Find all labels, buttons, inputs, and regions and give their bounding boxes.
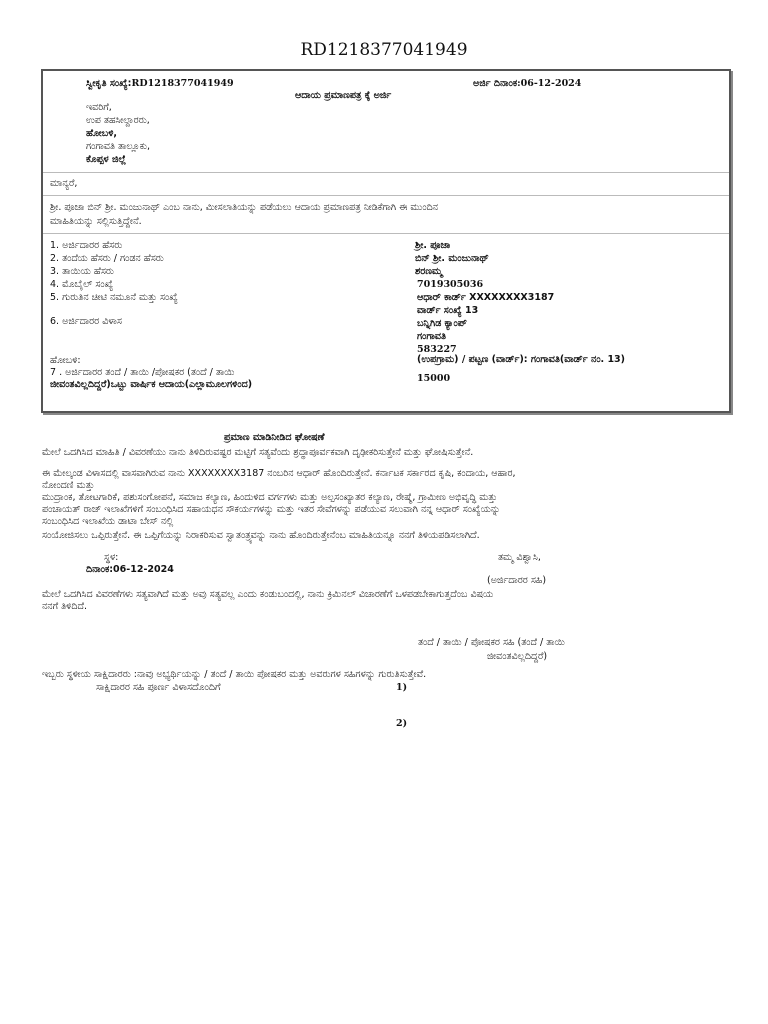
value-income: 15000 bbox=[417, 373, 451, 384]
declaration-p2-line-4: ಪಂಚಾಯತ್ ರಾಜ್ ಇಲಾಖೆಗಳಿಗೆ ಸಂಬಂಧಿಸಿದ ಸಹಾಯಧನ ಸೌಕರ್ಯಗಳನ್ನು ಮತ್ತು ಇತರ ಸೇವೆಗಳನ್ನು ಪಡೆಯುವ ಸಲುವಾಗಿ ನನ್ನ ಆಧಾರ್ ಸಂಖ್ಯೆಯನ್ನು bbox=[42, 504, 501, 515]
application-form-box bbox=[41, 69, 731, 413]
value-mother: ಶರಣಮ್ಮ bbox=[415, 266, 443, 277]
field-label-income-2: ಜೀವಂತವಿಲ್ಲದಿದ್ದರೆ)ಒಟ್ಟು ವಾರ್ಷಿಕ ಆದಾಯ(ಎಲ್ಲಾಮೂಲಗಳಿಂದ) bbox=[50, 379, 253, 390]
value-id: ಆಧಾರ್ ಕಾರ್ಡ್ XXXXXXXX3187 bbox=[417, 292, 555, 303]
witness-2-signature: 2) bbox=[396, 718, 408, 729]
declaration-date: ದಿನಾಂಕ:06-12-2024 bbox=[86, 564, 174, 575]
acknowledgement-label bbox=[86, 78, 234, 90]
field-label-hobli: ಹೋಬಳಿ: bbox=[50, 355, 81, 366]
addressee-line-2: ಉಪ ತಹಸೀಲ್ದಾರರು, bbox=[86, 115, 150, 126]
place-label: ಸ್ಥಳ: bbox=[104, 552, 119, 563]
intro-line-2: ಮಾಹಿತಿಯನ್ನು ಸಲ್ಲಿಸುತ್ತಿದ್ದೇನೆ. bbox=[50, 216, 142, 227]
addressee-line-1: ಇವರಿಗೆ, bbox=[86, 102, 112, 113]
yours-faithfully: ತಮ್ಮ ವಿಶ್ವಾಸಿ, bbox=[498, 552, 541, 563]
value-father: ಬಿನ್ ಶ್ರೀ. ಮಂಜುನಾಥ್ bbox=[415, 253, 489, 264]
value-address-1: ಬನ್ನಿಗಿಡ ಕ್ಯಾಂಪ್ bbox=[417, 318, 467, 329]
ack-number: RD1218377041949 bbox=[131, 78, 234, 89]
value-mobile: 7019305036 bbox=[417, 279, 484, 290]
field-label-mother: 3. ತಾಯಿಯ ಹೆಸರು bbox=[50, 266, 114, 277]
parent-signature-line-1: ತಂದೆ / ತಾಯಿ / ಪೋಷಕರ ಸಹಿ (ತಂದೆ / ತಾಯಿ bbox=[418, 637, 565, 648]
declaration-heading: ಪ್ರಮಾಣ ಮಾಡಿನೀಡಿದ ಘೋಷಣೆ bbox=[224, 432, 325, 443]
value-pincode: 583227 bbox=[417, 344, 457, 355]
declaration-p2-line-1: ಈ ಮೇಲ್ಕಂಡ ವಿಳಾಸದಲ್ಲಿ ವಾಸವಾಗಿರುವ ನಾನು XXXXXXXX3187 ನಂಬರಿನ ಆಧಾರ್ ಹೊಂದಿರುತ್ತೇನೆ. ಕರ್ನಾಟಕ ಸರ್ಕಾರದ ಕೃಷಿ, ಕಂದಾಯ, ಆಹಾರ, bbox=[42, 468, 516, 479]
witness-1-signature: 1) bbox=[396, 682, 408, 693]
divider bbox=[43, 195, 729, 196]
addressee-line-4: ಗಂಗಾವತಿ ತಾಲ್ಲೂಕು, bbox=[86, 141, 151, 152]
declaration-p2-line-3: ಮುದ್ರಾಂಕ, ತೋಟಗಾರಿಕೆ, ಪಶುಸಂಗೋಪನೆ, ಸಮಾಜ ಕಲ್ಯಾಣ, ಹಿಂದುಳಿದ ವರ್ಗಗಳು ಮತ್ತು ಅಲ್ಪಸಂಖ್ಯಾತರ ಕಲ್ಯಾಣ, ರೇಷ್ಮೆ, ಗ್ರಾಮೀಣ ಅಭಿವೃದ್ಧಿ ಮತ್ತು bbox=[42, 492, 498, 503]
declaration-p3-line-1: ಮೇಲೆ ಒದಗಿಸಿದ ವಿವರಣೆಗಳು ಸತ್ಯವಾಗಿದೆ ಮತ್ತು ಅವು ಸತ್ಯವಲ್ಲ ಎಂದು ಕಂಡುಬಂದಲ್ಲಿ, ನಾನು ಕ್ರಿಮಿನಲ್ ವಿಚಾರಣೆಗೆ ಒಳಪಡಬೇಕಾಗುತ್ತದೆಂಬ ವಿಷಯ bbox=[42, 589, 494, 600]
parent-signature-line-2: ಜೀವಂತವಿಲ್ಲದಿದ್ದರೆ) bbox=[487, 651, 548, 662]
value-name: ಶ್ರೀ. ಪೂಜಾ bbox=[415, 240, 451, 251]
declaration-p2-line-6: ಸಂಯೋಜಿಸಲು ಒಪ್ಪಿರುತ್ತೇನೆ. ಈ ಒಪ್ಪಿಗೆಯನ್ನು ನಿರಾಕರಿಸುವ ಸ್ವಾತಂತ್ರ್ಯವನ್ನು ನಾನು ಹೊಂದಿರುತ್ತೇನೆಂಬ ಮಾಹಿತಿಯನ್ನೂ ನನಗೆ ತಿಳಿಯಪಡಿಸಲಾಗಿದೆ. bbox=[42, 530, 480, 541]
intro-line-1: ಶ್ರೀ. ಪೂಜಾ ಬಿನ್ ಶ್ರೀ. ಮಂಜುನಾಥ್ ಎಂಬ ನಾನು, ಮೀಸಲಾತಿಯನ್ನು ಪಡೆಯಲು ಆದಾಯ ಪ್ರಮಾಣಪತ್ರ ನೀಡಿಕೆಗಾಗಿ ಈ ಮುಂದಿನ bbox=[50, 202, 439, 213]
addressee-line-3: ಹೋಬಳಿ, bbox=[86, 128, 117, 139]
value-address-2: ಗಂಗಾವತಿ bbox=[417, 331, 446, 342]
document-title: RD1218377041949 bbox=[300, 40, 468, 60]
form-title: ಆದಾಯ ಪ್ರಮಾಣಪತ್ರ ಕ್ಕೆ ಅರ್ಜಿ bbox=[295, 90, 392, 101]
field-label-id: 5. ಗುರುತಿನ ಚೀಟಿ ನಮೂನೆ ಮತ್ತು ಸಂಖ್ಯೆ bbox=[50, 292, 178, 303]
application-date: ಅರ್ಜಿ ದಿನಾಂಕ:06-12-2024 bbox=[473, 78, 582, 89]
witness-line-1: ಇಬ್ಬರು ಸ್ಥಳೀಯ ಸಾಕ್ಷಿದಾರರು :ನಾವು ಅಭ್ಯರ್ಥಿಯನ್ನು / ತಂದೆ / ತಾಯಿ ಪೋಷಕರ ಮತ್ತು ಅವರುಗಳ ಸಹಿಗಳನ್ನು ಗುರುತಿಸುತ್ತೇವೆ. bbox=[42, 669, 427, 680]
addressee-line-5: ಕೊಪ್ಪಳ ಜಿಲ್ಲೆ bbox=[86, 154, 127, 165]
field-label-name: 1. ಅರ್ಜಿದಾರರ ಹೆಸರು bbox=[50, 240, 123, 251]
salutation: ಮಾನ್ಯರೆ, bbox=[50, 178, 78, 189]
divider bbox=[43, 233, 729, 234]
declaration-p1: ಮೇಲೆ ಒದಗಿಸಿದ ಮಾಹಿತಿ / ವಿವರಣೆಯು ನಾನು ತಿಳಿದಿರುವಷ್ಟರ ಮಟ್ಟಿಗೆ ಸತ್ಯವೆಂದು ಶ್ರದ್ಧಾಪೂರ್ವಕವಾಗಿ ದೃಢೀಕರಿಸುತ್ತೇನೆ ಮತ್ತು ಘೋಷಿಸುತ್ತೇನೆ. bbox=[42, 447, 474, 458]
divider bbox=[43, 172, 729, 173]
field-label-father: 2. ತಂದೆಯ ಹೆಸರು / ಗಂಡನ ಹೆಸರು bbox=[50, 253, 164, 264]
declaration-p2-line-2: ನೋಂದಣಿ ಮತ್ತು bbox=[42, 480, 95, 491]
declaration-p3-line-2: ನನಗೆ ತಿಳಿದಿದೆ. bbox=[42, 601, 87, 612]
value-town: (ಉಪಗ್ರಾಮ) / ಪಟ್ಟಣ (ವಾರ್ಡ್): ಗಂಗಾವತಿ(ವಾರ್ಡ್ ನಂ. 13) bbox=[417, 354, 626, 365]
field-label-address: 6. ಅರ್ಜಿದಾರರ ವಿಳಾಸ bbox=[50, 316, 122, 327]
value-ward: ವಾರ್ಡ್ ಸಂಖ್ಯೆ 13 bbox=[417, 305, 479, 316]
witness-line-2: ಸಾಕ್ಷಿದಾರರ ಸಹಿ ಪೂರ್ಣ ವಿಳಾಸದೊಂದಿಗೆ bbox=[96, 682, 221, 693]
ack-label-text: ಸ್ವೀಕೃತಿ ಸಂಖ್ಯೆ: bbox=[86, 78, 132, 89]
applicant-signature: (ಅರ್ಜಿದಾರರ ಸಹಿ) bbox=[487, 575, 547, 586]
field-label-mobile: 4. ಮೊಬೈಲ್ ಸಂಖ್ಯೆ bbox=[50, 279, 114, 290]
declaration-p2-line-5: ಸಂಬಂಧಿಸಿದ ಇಲಾಖೆಯ ಡಾಟಾ ಬೇಸ್ ನಲ್ಲಿ bbox=[42, 516, 174, 527]
field-label-income-1: 7 . ಅರ್ಜಿದಾರರ ತಂದೆ / ತಾಯಿ /ಪೋಷಕರ (ತಂದೆ / ತಾಯಿ bbox=[50, 367, 235, 378]
